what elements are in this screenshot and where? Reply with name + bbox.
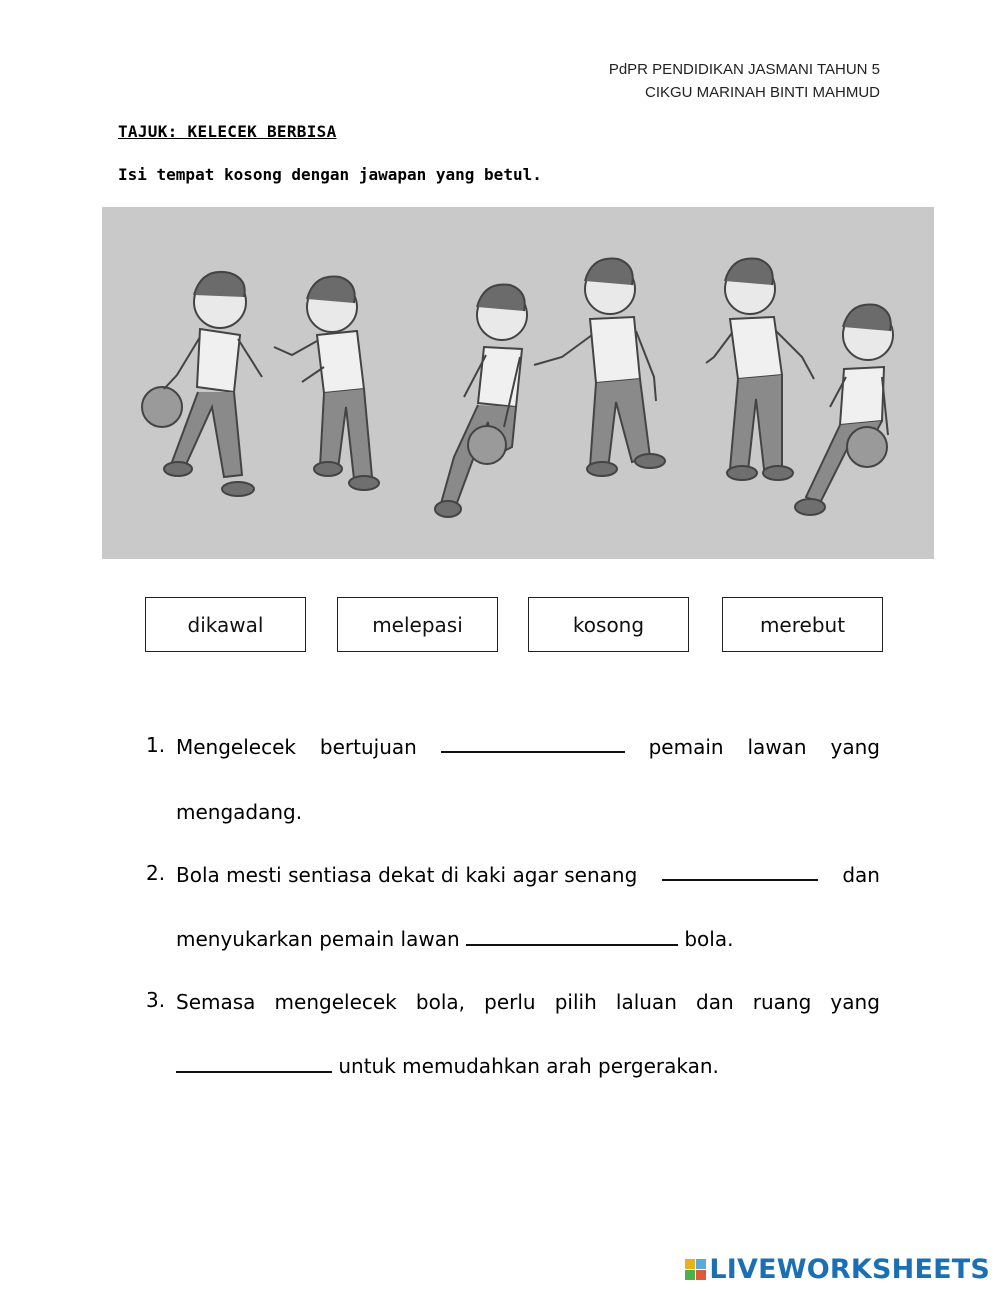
question-text: laluan bbox=[615, 990, 677, 1014]
question-text: yang bbox=[830, 990, 880, 1014]
worksheet-instruction: Isi tempat kosong dengan jawapan yang betul. bbox=[118, 165, 542, 184]
question-text: menyukarkan pemain lawan bbox=[176, 927, 460, 951]
answer-blank-1[interactable] bbox=[441, 733, 625, 753]
question-text: bertujuan bbox=[319, 735, 417, 759]
question-3-line-1 bbox=[176, 988, 880, 1016]
word-option-1[interactable]: dikawal bbox=[145, 597, 306, 652]
question-3-line-2 bbox=[176, 1052, 880, 1080]
question-text: bola. bbox=[684, 927, 734, 951]
question-text: Semasa bbox=[176, 990, 256, 1014]
question-text: mengelecek bbox=[274, 990, 397, 1014]
header-teacher: CIKGU MARINAH BINTI MAHMUD bbox=[644, 84, 880, 101]
question-text: pilih bbox=[554, 990, 597, 1014]
figure-dribbler-3 bbox=[795, 304, 893, 515]
logo-blocks-icon bbox=[685, 1259, 706, 1280]
question-text: Bola mesti sentiasa dekat di kaki agar senang bbox=[176, 863, 638, 887]
question-1-line-2: mengadang. bbox=[176, 800, 303, 824]
figure-dribbler-1 bbox=[142, 272, 262, 496]
word-option-2[interactable]: melepasi bbox=[337, 597, 498, 652]
word-option-4[interactable]: merebut bbox=[722, 597, 883, 652]
figure-defender-2 bbox=[534, 258, 665, 476]
figure-dribbler-2 bbox=[435, 284, 527, 517]
question-2-number: 2. bbox=[146, 861, 166, 885]
header-subject: PdPR PENDIDIKAN JASMANI TAHUN 5 bbox=[608, 61, 880, 78]
question-text: Mengelecek bbox=[176, 735, 296, 759]
question-1-number: 1. bbox=[146, 733, 166, 757]
worksheet-header bbox=[609, 58, 880, 104]
worksheet-title: TAJUK: KELECEK BERBISA bbox=[118, 122, 337, 141]
question-text: yang bbox=[830, 735, 880, 759]
figure-defender-3 bbox=[706, 258, 814, 480]
liveworksheets-logo[interactable] bbox=[685, 1254, 990, 1285]
question-text: dan bbox=[696, 990, 734, 1014]
question-text: untuk memudahkan arah pergerakan. bbox=[338, 1054, 719, 1078]
question-2-line-2 bbox=[176, 925, 880, 953]
question-text: dan bbox=[842, 863, 880, 887]
dribbling-illustration bbox=[102, 207, 934, 559]
answer-blank-2[interactable] bbox=[662, 861, 818, 881]
question-3-number: 3. bbox=[146, 988, 166, 1012]
question-2-line-1 bbox=[176, 861, 880, 889]
question-text: lawan bbox=[747, 735, 807, 759]
question-text: pemain bbox=[648, 735, 724, 759]
question-text: ruang bbox=[752, 990, 812, 1014]
figure-defender-1 bbox=[274, 276, 379, 490]
question-text: bola, bbox=[415, 990, 465, 1014]
word-option-3[interactable]: kosong bbox=[528, 597, 689, 652]
logo-text: LIVEWORKSHEETS bbox=[709, 1254, 990, 1285]
question-text: perlu bbox=[484, 990, 536, 1014]
answer-blank-3[interactable] bbox=[466, 926, 678, 946]
question-1-line-1 bbox=[176, 733, 880, 761]
answer-blank-4[interactable] bbox=[176, 1053, 332, 1073]
